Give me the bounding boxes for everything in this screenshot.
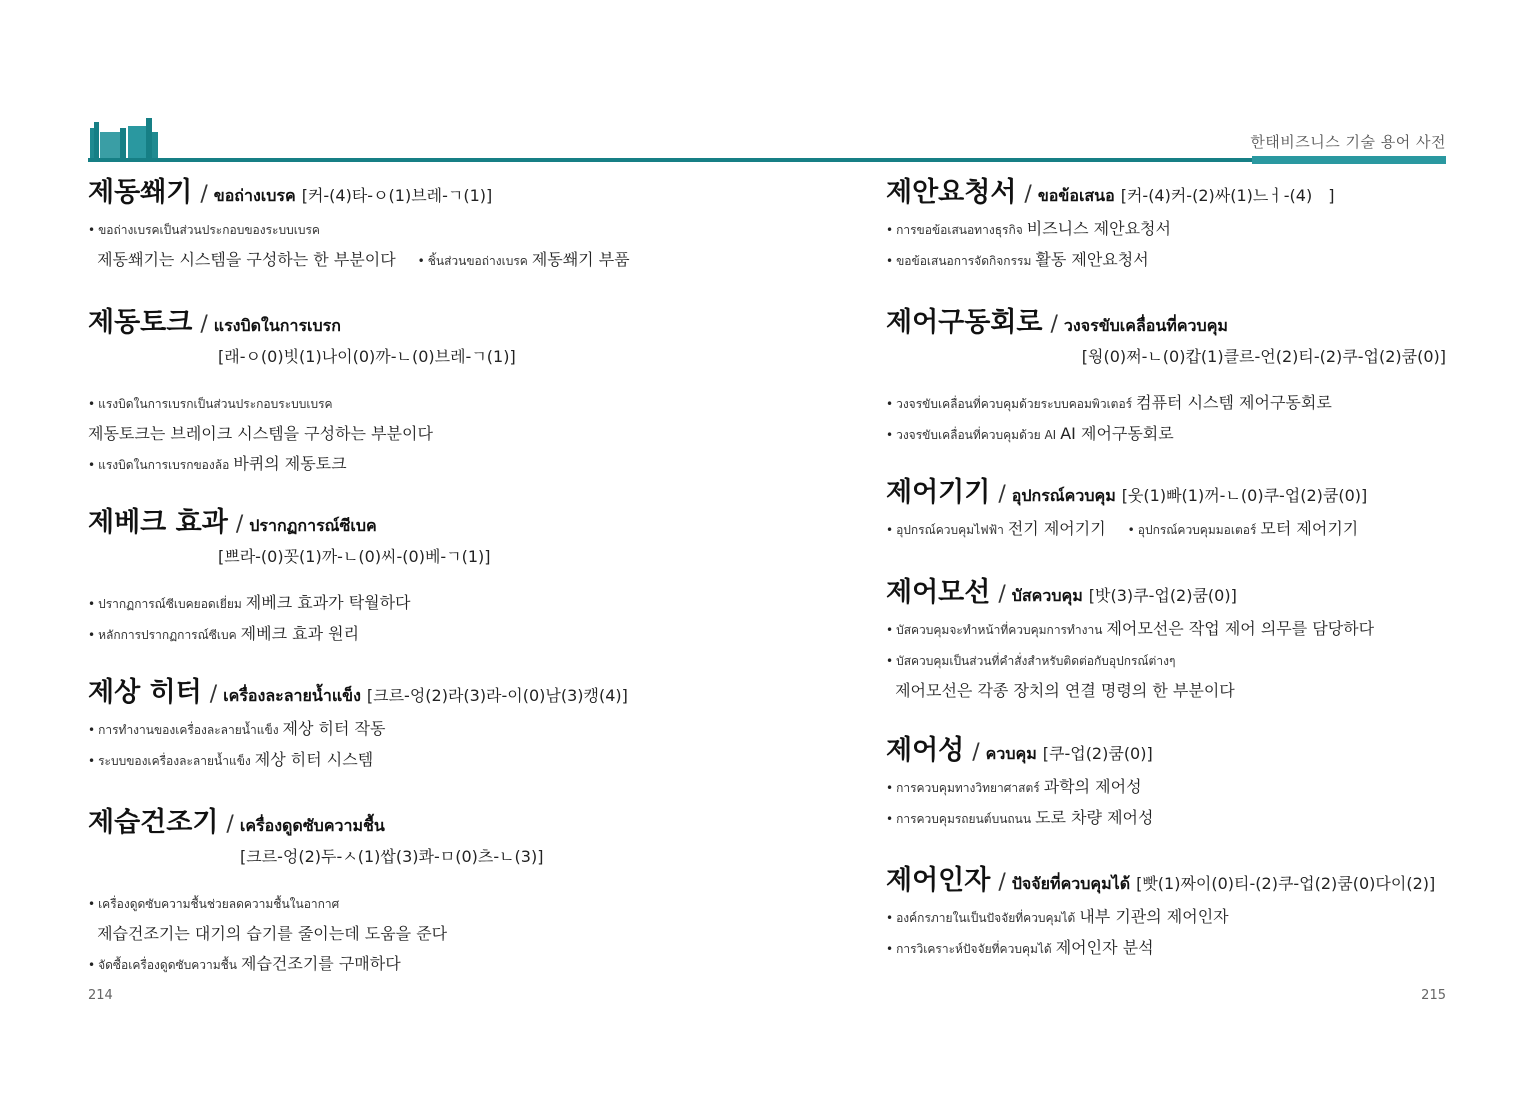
entry-thai: เครื่องดูดซับความชื้น [239, 816, 385, 835]
entry-pronunciation: [래-ㅇ(0)빗(1)나이(0)까-ㄴ(0)브레-ㄱ(1)] [218, 347, 516, 366]
entry-term: 제어성 [886, 735, 965, 766]
entry [886, 733, 1446, 834]
separator: / [200, 182, 208, 207]
example-line: • การทำงานของเครื่องละลายน้ำแข็ง 제상 히터 작동 [88, 719, 386, 738]
entry-pronunciation: [밧(3)쿠-업(2)쿰(0)] [1088, 586, 1237, 605]
page-number-left: 214 [88, 988, 113, 1003]
entry-term: 제어인자 [886, 865, 991, 896]
entry-pronunciation: [커-(4)타-ㅇ(1)브레-ㄱ(1)] [301, 186, 493, 205]
entry [88, 305, 708, 480]
entry-term: 제습건조기 [88, 807, 219, 838]
entry [886, 475, 1446, 545]
entry-pronunciation: [웃(1)빠(1)꺼-ㄴ(0)쿠-업(2)쿰(0)] [1121, 486, 1368, 505]
header-logo-icon [88, 118, 160, 162]
entry [886, 863, 1446, 964]
example-line: • การวิเคราะห์ปัจจัยที่ควบคุมได้ 제어인자 분석 [886, 938, 1154, 957]
separator: / [200, 312, 208, 337]
entry [886, 305, 1446, 450]
separator: / [235, 512, 244, 537]
example-line: • การขอข้อเสนอทางธุรกิจ 비즈니스 제안요청서 [886, 219, 1171, 238]
separator: / [998, 870, 1006, 895]
example-line: • แรงบิดในการเบรกของล้อ 바퀴의 제동토크 [88, 454, 347, 473]
example-line: 제어모선은 각종 장치의 연결 명령의 한 부분이다 [895, 681, 1235, 700]
entry-thai: ควบคุม [985, 744, 1037, 763]
entry-pronunciation: [크르-엉(2)라(3)라-이(0)남(3)캥(4)] [366, 686, 628, 705]
entry-thai: เครื่องละลายน้ำแข็ง [223, 686, 361, 705]
entry [88, 175, 708, 276]
example-line: • ขอข้อเสนอการจัดกิจกรรม 활동 제안요청서 [886, 250, 1149, 269]
header-rule-accent [1252, 156, 1446, 164]
entry [886, 175, 1446, 276]
example-line: • อุปกรณ์ควบคุมไฟฟ้า 전기 제어기기 • อุปกรณ์ควบคุมมอเตอร์ 모터 제어기기 [886, 519, 1359, 538]
separator: / [1050, 312, 1058, 337]
entry [88, 505, 708, 650]
example-line: • วงจรขับเคลื่อนที่ควบคุมด้วย AI AI 제어구동회로 [886, 424, 1174, 443]
example-line: 제동쐐기는 시스템을 구성하는 한 부분이다 • ชิ้นส่วนขอถ่างเบรค 제동쐐기 부품 [97, 250, 630, 269]
entry [88, 805, 708, 980]
separator: / [1024, 182, 1032, 207]
entry-term: 제안요청서 [886, 177, 1017, 208]
entry-term: 제어모선 [886, 577, 991, 608]
example-line: • ปรากฏการณ์ซีเบคยอดเยี่ยม 제베크 효과가 탁월하다 [88, 593, 411, 612]
entry-thai: อุปกรณ์ควบคุม [1011, 486, 1116, 505]
page-number-right: 215 [1421, 988, 1446, 1003]
separator: / [209, 682, 218, 707]
entry-term: 제어구동회로 [886, 307, 1043, 338]
example-line: • จัดซื้อเครื่องดูดซับความชื้น 제습건조기를 구매하다 [88, 954, 401, 973]
separator: / [998, 482, 1006, 507]
example-line: • ระบบของเครื่องละลายน้ำแข็ง 제상 히터 시스템 [88, 750, 374, 769]
entry-term: 제상 히터 [88, 677, 202, 708]
separator: / [226, 812, 234, 837]
entry-thai: ขอข้อเสนอ [1037, 186, 1115, 205]
entry-term: 제베크 효과 [88, 507, 228, 538]
entry [886, 575, 1446, 706]
example-line: • องค์กรภายในเป็นปัจจัยที่ควบคุมได้ 내부 기관의 제어인자 [886, 907, 1229, 926]
entry-thai: ปรากฏการณ์ซีเบค [249, 516, 377, 535]
example-line: • การควบคุมรถยนต์บนถนน 도로 차량 제어성 [886, 808, 1154, 827]
example-line: 제동토크는 브레이크 시스템을 구성하는 부분이다 [88, 424, 433, 443]
example-line: • ขอถ่างเบรคเป็นส่วนประกอบของระบบเบรค [88, 223, 320, 237]
entry-pronunciation: [크르-엉(2)두-ㅅ(1)쌉(3)콰-ㅁ(0)츠-ㄴ(3)] [240, 847, 544, 866]
entry-pronunciation: [커-(4)커-(2)싸(1)느ㅓ-(4) ] [1120, 186, 1335, 205]
entry-thai: บัสควบคุม [1011, 586, 1083, 605]
example-line: • บัสควบคุมจะทำหน้าที่ควบคุมการทำงาน 제어모선은 작업 제어 의무를 담당하다 [886, 619, 1375, 638]
separator: / [972, 740, 980, 765]
entry-thai: แรงบิดในการเบรก [213, 316, 341, 335]
example-line: • วงจรขับเคลื่อนที่ควบคุมด้วยระบบคอมพิวเตอร์ 컴퓨터 시스템 제어구동회로 [886, 393, 1332, 412]
entry-term: 제어기기 [886, 477, 991, 508]
example-line: • การควบคุมทางวิทยาศาสตร์ 과학의 제어성 [886, 777, 1142, 796]
example-line: • เครื่องดูดซับความชื้นช่วยลดความชื้นในอากาศ [88, 897, 340, 911]
entry-pronunciation: [쁘라-(0)꼿(1)까-ㄴ(0)씨-(0)베-ㄱ(1)] [218, 547, 491, 566]
entry-term: 제동쐐기 [88, 177, 193, 208]
book-title: 한태비즈니스 기술 용어 사전 [1250, 133, 1446, 151]
entry-thai: วงจรขับเคลื่อนที่ควบคุม [1063, 316, 1228, 335]
example-line: • แรงบิดในการเบรกเป็นส่วนประกอบระบบเบรค [88, 397, 333, 411]
entry-pronunciation: [웡(0)쩌-ㄴ(0)캅(1)클르-언(2)티-(2)쿠-업(2)쿰(0)] [1081, 347, 1446, 366]
header-rule [88, 158, 1446, 162]
separator: / [998, 582, 1006, 607]
example-line: • หลักการปรากฏการณ์ซีเบค 제베크 효과 원리 [88, 624, 360, 643]
entry [88, 675, 708, 776]
example-line: 제습건조기는 대기의 습기를 줄이는데 도움을 준다 [97, 924, 448, 943]
entry-pronunciation: [쿠-업(2)쿰(0)] [1042, 744, 1153, 763]
entry-thai: ปัจจัยที่ควบคุมได้ [1011, 874, 1131, 893]
example-line: • บัสควบคุมเป็นส่วนที่คำสั่งสำหรับติดต่อกับอุปกรณ์ต่างๆ [886, 654, 1176, 668]
entry-thai: ขอถ่างเบรค [213, 186, 296, 205]
entry-term: 제동토크 [88, 307, 193, 338]
entry-pronunciation: [빳(1)짜이(0)티-(2)쿠-업(2)쿰(0)다이(2)] [1136, 874, 1436, 893]
